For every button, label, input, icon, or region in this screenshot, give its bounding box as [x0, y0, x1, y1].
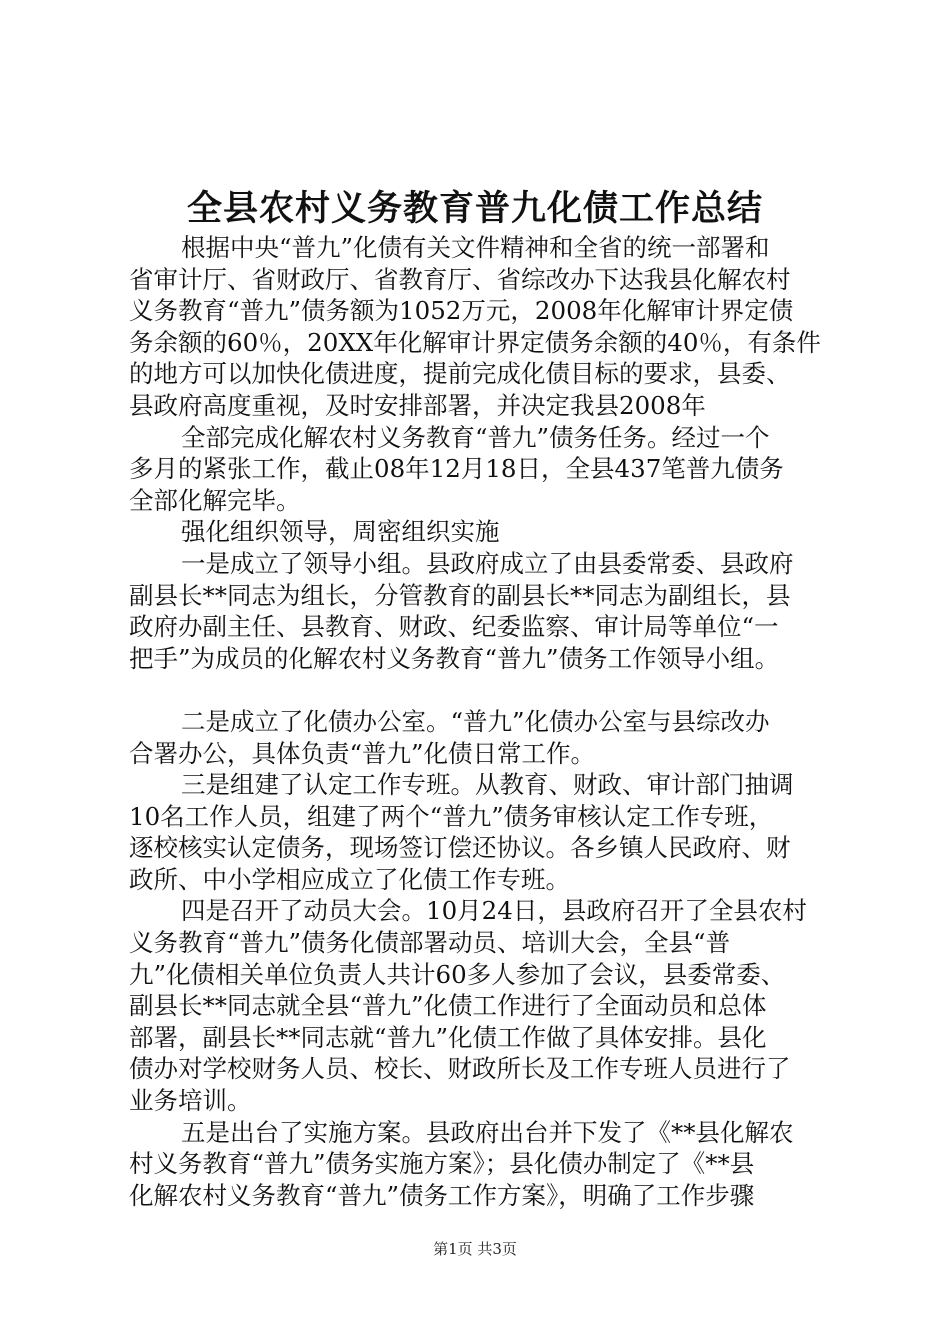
text-line: 义务教育“普九”债务额为1052万元，2008年化解审计界定债	[129, 296, 794, 326]
page-footer: 第1页 共3页	[433, 1240, 517, 1258]
text-line: 部署，副县长**同志就“普九”化债工作做了具体安排。县化	[129, 1022, 767, 1052]
text-line: 逐校核实认定债务，现场签订偿还协议。各乡镇人民政府、财	[129, 833, 791, 863]
text-line: 四是召开了动员大会。10月24日，县政府召开了全县农村	[181, 896, 807, 926]
text-line: 政所、中小学相应成立了化债工作专班。	[129, 864, 570, 894]
text-line: 政府办副主任、县教育、财政、纪委监察、审计局等单位“一	[129, 612, 779, 642]
text-line: 二是成立了化债办公室。“普九”化债办公室与县综改办	[181, 706, 770, 736]
text-line: 三是组建了认定工作专班。从教育、财政、审计部门抽调	[181, 770, 794, 800]
text-line: 义务教育“普九”债务化债部署动员、培训大会，全县“普	[129, 928, 731, 958]
text-line: 五是出台了实施方案。县政府出台并下发了《**县化解农	[181, 1117, 794, 1147]
text-line: 九”化债相关单位负责人共计60多人参加了会议，县委常委、	[129, 959, 786, 989]
text-line: 县政府高度重视，及时安排部署，并决定我县2008年	[129, 390, 706, 420]
text-line: 全部完成化解农村义务教育“普九”债务任务。经过一个	[181, 422, 770, 452]
text-line: 化解农村义务教育“普九”债务工作方案》，明确了工作步骤	[129, 1180, 755, 1210]
text-line: 把手”为成员的化解农村义务教育“普九”债务工作领导小组。	[129, 643, 780, 673]
text-line: 合署办公，具体负责“普九”化债日常工作。	[129, 738, 596, 768]
text-line: 根据中央“普九”化债有关文件精神和全省的统一部署和	[181, 233, 770, 262]
text-line: 业务培训。	[129, 1086, 252, 1116]
text-line: 副县长**同志为组长，分管教育的副县长**同志为副组长，县	[129, 580, 791, 610]
document-title: 全县农村义务教育普九化债工作总结	[186, 188, 763, 229]
text-line: 副县长**同志就全县“普九”化债工作进行了全面动员和总体	[129, 991, 767, 1021]
text-line: 10名工作人员，组建了两个“普九”债务审核认定工作专班，	[129, 801, 774, 831]
text-line: 村义务教育“普九”债务实施方案》；县化债办制定了《**县	[129, 1149, 755, 1179]
text-line: 多月的紧张工作，截止08年12月18日，全县437笔普九债务	[129, 454, 784, 484]
document-body	[129, 232, 829, 1211]
text-line: 一是成立了领导小组。县政府成立了由县委常委、县政府	[181, 548, 794, 578]
text-line: 的地方可以加快化债进度，提前完成化债目标的要求，县委、	[129, 359, 791, 389]
section-heading: 强化组织领导，周密组织实施	[181, 517, 500, 547]
text-line: 全部化解完毕。	[129, 485, 301, 515]
text-line: 省审计厅、省财政厅、省教育厅、省综改办下达我县化解农村	[129, 264, 791, 294]
text-line: 务余额的60％，20XX年化解审计界定债务余额的40％，有条件	[129, 327, 821, 357]
blank-line	[129, 674, 829, 706]
text-line: 债办对学校财务人员、校长、财政所长及工作专班人员进行了	[129, 1054, 791, 1084]
